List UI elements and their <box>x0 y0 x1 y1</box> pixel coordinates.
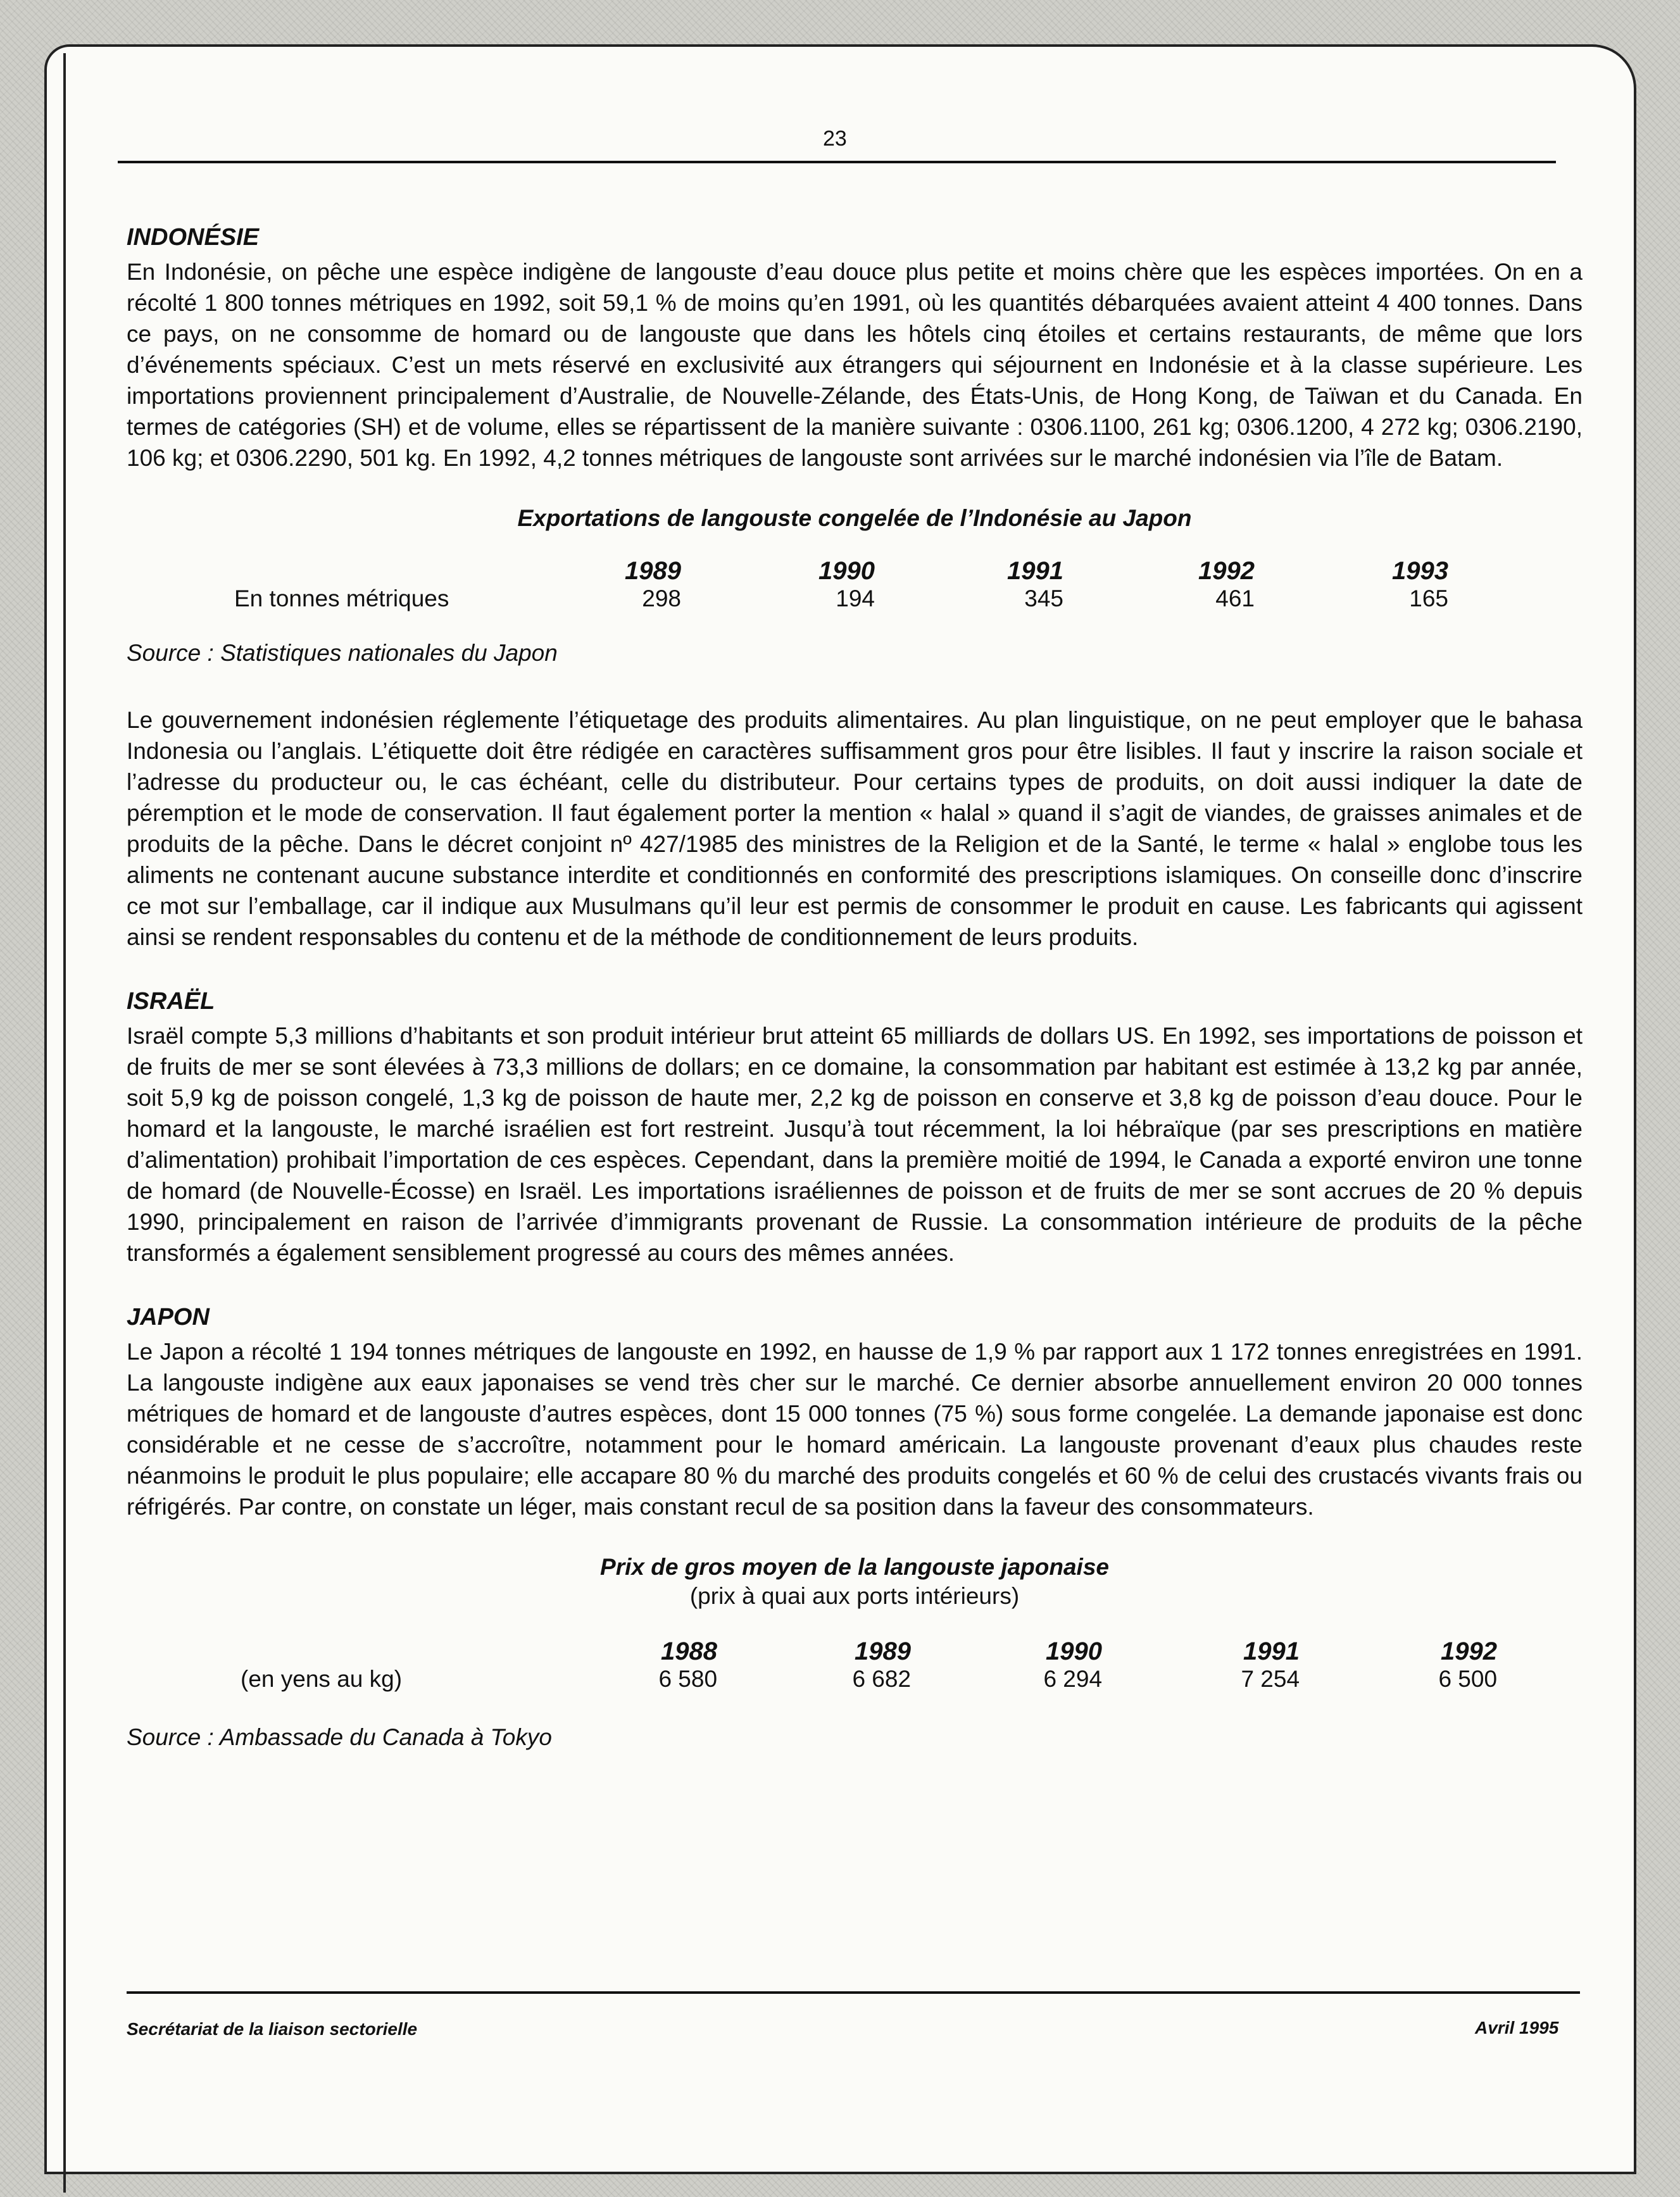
japan-paragraph: Le Japon a récolté 1 194 tonnes métriques de langouste en 1992, en hausse de 1,9 % par rapport aux 1 172 tonnes enregistrées en 1991. La langouste indigène aux eaux japonaises se vend très cher sur le marché. Ce dernier absorbe annuellement environ 20 000 tonnes métriques de homard et de langouste d’autres espèces, dont 15 000 tonnes (75 %) sous forme congelée. La demande japonaise est donc considérable et ne cesse de s’accroître, notamment pour le homard américain. La langouste provenant d’eaux plus chaudes reste néanmoins le produit le plus populaire; elle accapare 80 % du marché des produits congelés et 60 % de celui des crustacés vivants frais ou réfrigérés. Par contre, on constate un léger, mais constant recul de sa position dans la faveur des consommateurs. <box>127 1339 1583 1520</box>
table-row-label: En tonnes métriques <box>234 585 449 611</box>
japan-table-subtitle: (prix à quai aux ports intérieurs) <box>689 1583 1020 1609</box>
table-cell: 6 500 <box>1438 1666 1498 1692</box>
table-cell: 6 580 <box>658 1666 718 1692</box>
binding-edge <box>63 53 66 2193</box>
table-cell: 298 <box>642 585 681 611</box>
table-year: 1989 <box>625 557 681 585</box>
page-number: 23 <box>823 127 847 151</box>
footer-organization: Secrétariat de la liaison sectorielle <box>127 2019 418 2039</box>
table-row-label: (en yens au kg) <box>241 1666 403 1692</box>
table-cell: 194 <box>836 585 875 611</box>
indonesia-table-title: Exportations de langouste congelée de l’Indonésie au Japon <box>517 505 1192 531</box>
table-header-row <box>127 557 1448 585</box>
section-heading-indonesia: INDONÉSIE <box>127 224 260 251</box>
table-year: 1988 <box>661 1637 718 1665</box>
footer-rule <box>127 1991 1580 1994</box>
indonesia-exports-table <box>127 557 1448 612</box>
section-heading-japan: JAPON <box>127 1304 210 1330</box>
indonesia-table-source: Source : Statistiques nationales du Japon <box>127 640 558 666</box>
indonesia-paragraph: En Indonésie, on pêche une espèce indigène de langouste d’eau douce plus petite et moins chère que les espèces importées. On en a récolté 1 800 tonnes métriques en 1992, soit 59,1 % de moins qu’en 1991, où les quantités débarquées avaient atteint 4 400 tonnes. Dans ce pays, on ne consomme de homard ou de langouste que dans les hôtels cinq étoiles et certains restaurants, de même que lors d’événements spéciaux. C’est un mets réservé en exclusivité aux étrangers qui séjournent en Indonésie et à la classe supérieure. Les importations proviennent principalement d’Australie, de Nouvelle-Zélande, des États-Unis, de Hong Kong, de Taïwan et du Canada. En termes de catégories (SH) et de volume, elles se répartissent de la manière suivante : 0306.1100, 261 kg; 0306.1200, 4 272 kg; 0306.2190, 106 kg; et 0306.2290, 501 kg. En 1992, 4,2 tonnes métriques de langouste sont arrivées sur le marché indonésien via l’île de Batam. <box>127 259 1583 471</box>
table-cell: 7 254 <box>1241 1666 1300 1692</box>
table-cell: 6 682 <box>852 1666 912 1692</box>
table-row <box>127 1666 1497 1693</box>
table-cell: 345 <box>1024 585 1063 611</box>
japan-prices-table <box>127 1637 1497 1693</box>
footer-date: Avril 1995 <box>1475 2018 1559 2037</box>
table-year: 1990 <box>818 557 875 585</box>
table-year: 1992 <box>1198 557 1255 585</box>
table-year: 1989 <box>855 1637 912 1665</box>
header-rule <box>118 161 1556 163</box>
table-year: 1991 <box>1007 557 1063 585</box>
table-year: 1990 <box>1046 1637 1103 1665</box>
table-year: 1992 <box>1441 1637 1498 1665</box>
table-row <box>127 585 1448 612</box>
section-heading-israel: ISRAËL <box>127 988 215 1015</box>
japan-table-source: Source : Ambassade du Canada à Tokyo <box>127 1724 552 1750</box>
table-cell: 165 <box>1409 585 1448 611</box>
main-content <box>127 224 1583 1751</box>
table-header-row <box>127 1637 1497 1666</box>
indonesia-labeling-paragraph: Le gouvernement indonésien réglemente l’étiquetage des produits alimentaires. Au plan linguistique, on ne peut employer que le bahasa Indonesia ou l’anglais. L’étiquette doit être rédigée en caractères suffisamment gros pour être lisibles. Il faut y inscrire la raison sociale et l’adresse du producteur ou, le cas échéant, celle du distributeur. Pour certains types de produits, on doit aussi indiquer la date de péremption et le mode de conservation. Il faut également porter la mention « halal » quand il s’agit de viandes, de graisses animales et de produits de la pêche. Dans le décret conjoint nº 427/1985 des ministres de la Religion et de la Santé, le terme « halal » englobe tous les aliments ne contenant aucune substance interdite et conditionnés en conformité des prescriptions islamiques. On conseille donc d’inscrire ce mot sur l’emballage, car il indique aux Musulmans qu’il leur est permis de consommer le produit en cause. Les fabricants qui agissent ainsi se rendent responsables du contenu et de la méthode de conditionnement de leurs produits. <box>127 707 1583 950</box>
table-year: 1991 <box>1243 1637 1300 1665</box>
japan-table-title: Prix de gros moyen de la langouste japonaise <box>600 1554 1109 1580</box>
table-cell: 461 <box>1215 585 1255 611</box>
table-year: 1993 <box>1392 557 1448 585</box>
table-cell: 6 294 <box>1043 1666 1103 1692</box>
israel-paragraph: Israël compte 5,3 millions d’habitants et son produit intérieur brut atteint 65 milliards de dollars US. En 1992, ses importations de poisson et de fruits de mer se sont élevées à 73,3 millions de dollars; en ce domaine, la consommation par habitant est estimée à 13,2 kg par année, soit 5,9 kg de poisson congelé, 1,3 kg de poisson de haute mer, 2,2 kg de poisson en conserve et 3,8 kg de poisson d’eau douce. Pour le homard et la langouste, le marché israélien est fort restreint. Jusqu’à tout récemment, la loi hébraïque (par ses prescriptions en matière d’alimentation) prohibait l’importation de ces espèces. Cependant, dans la première moitié de 1994, le Canada a exporté environ une tonne de homard (de Nouvelle-Écosse) en Israël. Les importations israéliennes de poisson et de fruits de mer se sont accrues de 20 % depuis 1990, principalement en raison de l’arrivée d’immigrants provenant de Russie. La consommation intérieure de produits de la pêche transformés a également sensiblement progressé au cours des mêmes années. <box>127 1023 1583 1266</box>
